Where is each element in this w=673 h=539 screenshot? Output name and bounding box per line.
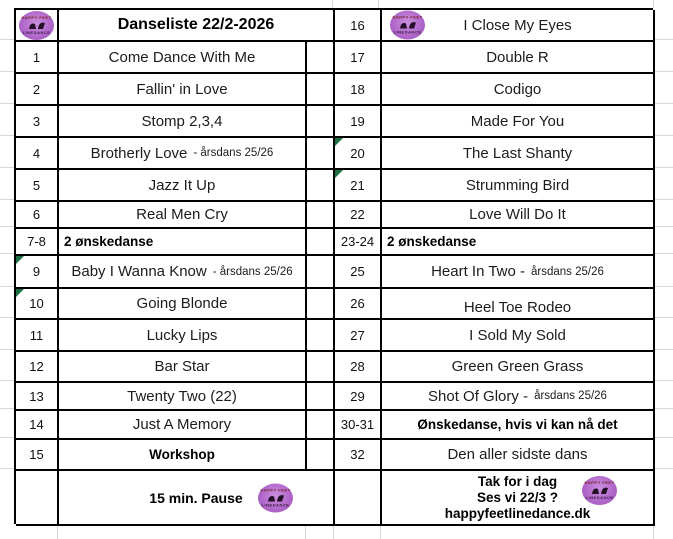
spacer-cell[interactable]	[307, 42, 335, 74]
song-title: Stomp 2,3,4	[141, 112, 223, 130]
song-title-cell[interactable]	[382, 229, 655, 256]
feet-icon	[398, 21, 418, 30]
song-title-cell[interactable]	[59, 74, 307, 106]
spacer-cell[interactable]	[307, 170, 335, 202]
row-number-cell[interactable]: 18	[335, 74, 382, 106]
song-title-cell[interactable]	[59, 42, 307, 74]
row-number-cell[interactable]: 27	[335, 320, 382, 352]
song-title: The Last Shanty	[462, 144, 573, 162]
row-number: 20	[350, 145, 365, 161]
song-suffix: årsdans 25/26	[534, 390, 607, 402]
gridline	[655, 380, 673, 381]
empty-cell[interactable]	[16, 471, 59, 526]
gridline	[655, 103, 673, 104]
row-number-cell[interactable]: 26	[335, 289, 382, 320]
gridline	[378, 0, 379, 8]
song-title: Just A Memory	[132, 416, 232, 433]
gridline	[305, 526, 306, 539]
pause-label: 15 min. Pause	[149, 489, 243, 506]
gridline	[0, 468, 14, 469]
song-title: Baby I Wanna Know	[71, 263, 207, 280]
song-title-cell[interactable]	[382, 170, 655, 202]
row-number: 10	[29, 296, 44, 311]
song-title: Green Green Grass	[451, 358, 584, 375]
row-number-cell[interactable]: 32	[335, 440, 382, 471]
note-marker-icon	[16, 256, 24, 264]
song-title-cell[interactable]	[59, 229, 307, 256]
gridline	[655, 71, 673, 72]
song-title: Twenty Two (22)	[127, 387, 237, 405]
song-title: Going Blonde	[136, 295, 228, 312]
logo-bottom-text: LINEDANCE	[22, 29, 51, 35]
gridline	[655, 253, 673, 254]
workshop-label: Workshop	[149, 447, 215, 462]
spacer-cell[interactable]	[307, 138, 335, 170]
gridline	[0, 380, 14, 381]
happy-feet-logo: HAPPY FEET LINEDANCE	[390, 11, 425, 40]
footer-message	[445, 474, 591, 522]
song-title: I Close My Eyes	[463, 16, 572, 34]
row-number-cell[interactable]: 11	[16, 320, 59, 352]
row-number-cell[interactable]: 22	[335, 202, 382, 229]
row-number-cell[interactable]: 15	[16, 440, 59, 471]
gridline	[0, 39, 14, 40]
song-title: Bar Star	[154, 358, 210, 375]
row-number-cell[interactable]: 2	[16, 74, 59, 106]
row-number-cell[interactable]: 17	[335, 42, 382, 74]
gridline	[0, 317, 14, 318]
gridline	[655, 349, 673, 350]
row-number-cell[interactable]	[16, 256, 59, 289]
footer-line-3: happyfeetlinedance.dk	[444, 505, 591, 521]
row-number-cell[interactable]: 29	[335, 383, 382, 411]
gridline	[655, 39, 673, 40]
spacer-cell[interactable]	[307, 74, 335, 106]
wish-dance-note: Ønskedanse, hvis vi kan nå det	[417, 417, 618, 432]
dance-list-table	[14, 8, 653, 524]
spacer-cell[interactable]	[307, 352, 335, 383]
pause-cell[interactable]	[59, 471, 335, 526]
row-number-cell[interactable]: 23-24	[335, 229, 382, 256]
song-title-cell[interactable]	[382, 202, 655, 229]
row-number-cell[interactable]: 19	[335, 106, 382, 138]
song-title: Codigo	[493, 80, 542, 98]
gridline	[655, 226, 673, 227]
song-title: Made For You	[470, 112, 565, 130]
song-title-cell[interactable]	[382, 352, 655, 383]
note-marker-icon	[16, 289, 24, 297]
gridline	[655, 167, 673, 168]
song-title: Come Dance With Me	[108, 48, 256, 66]
song-title-cell[interactable]	[59, 352, 307, 383]
gridline	[655, 199, 673, 200]
song-title: Fallin' in Love	[136, 80, 228, 98]
gridline	[0, 226, 14, 227]
song-title-cell[interactable]	[59, 106, 307, 138]
gridline	[0, 253, 14, 254]
song-title: Den aller sidste dans	[447, 446, 588, 463]
gridline	[380, 526, 381, 539]
song-title-cell[interactable]	[382, 106, 655, 138]
song-title: Strumming Bird	[465, 176, 570, 194]
feet-icon	[27, 21, 47, 30]
gridline	[332, 0, 333, 8]
spacer-cell[interactable]	[307, 256, 335, 289]
song-title-cell[interactable]	[59, 383, 307, 411]
row-number-cell[interactable]: 4	[16, 138, 59, 170]
song-title-cell[interactable]	[59, 256, 307, 289]
wish-dance-note: 2 ønskedanse	[387, 234, 477, 249]
song-title-cell[interactable]	[59, 202, 307, 229]
row-number-cell[interactable]: 6	[16, 202, 59, 229]
row-number: 21	[350, 177, 365, 193]
happy-feet-logo	[19, 11, 54, 40]
song-title-cell[interactable]	[59, 440, 307, 471]
song-title-cell[interactable]	[382, 383, 655, 411]
song-suffix: - årsdans 25/26	[212, 265, 293, 278]
empty-cell[interactable]	[335, 471, 382, 526]
song-title: Love Will Do It	[469, 206, 566, 223]
song-title: I Sold My Sold	[469, 326, 566, 344]
gridline	[333, 526, 334, 539]
song-title-cell[interactable]	[382, 411, 655, 440]
feet-icon	[590, 486, 610, 495]
song-title-cell[interactable]	[382, 74, 655, 106]
song-title: Jazz It Up	[148, 176, 216, 194]
page-title: Danseliste 22/2-2026	[117, 16, 275, 33]
gridline	[0, 71, 14, 72]
note-marker-icon	[335, 170, 343, 178]
gridline	[0, 167, 14, 168]
song-title-cell[interactable]	[382, 320, 655, 352]
row-number-cell[interactable]: 30-31	[335, 411, 382, 440]
row-number-cell[interactable]	[16, 289, 59, 320]
song-title: Lucky Lips	[146, 326, 218, 344]
gridline	[653, 0, 654, 8]
song-title: Shot Of Glory -	[428, 387, 529, 405]
spacer-cell[interactable]	[307, 289, 335, 320]
row-number-cell[interactable]	[335, 138, 382, 170]
song-title-cell[interactable]	[59, 411, 307, 440]
footer-line-1: Tak for i dag	[477, 473, 558, 489]
row-number-cell[interactable]: 28	[335, 352, 382, 383]
gridline	[655, 135, 673, 136]
gridline	[0, 135, 14, 136]
row-number-cell[interactable]: 14	[16, 411, 59, 440]
row-number-cell[interactable]: 7-8	[16, 229, 59, 256]
footer-cell[interactable]	[382, 471, 655, 526]
song-title-cell[interactable]	[382, 256, 655, 289]
song-title-cell[interactable]	[382, 10, 655, 42]
song-title-cell[interactable]	[382, 440, 655, 471]
happy-feet-logo: HAPPY FEET LINEDANCE	[258, 483, 293, 512]
note-marker-icon	[335, 138, 343, 146]
song-title-cell[interactable]	[59, 320, 307, 352]
song-title: Real Men Cry	[136, 206, 228, 223]
gridline	[653, 526, 654, 539]
song-title: Heart In Two -	[431, 263, 526, 280]
gridline	[0, 103, 14, 104]
song-title-cell[interactable]	[382, 289, 655, 320]
gridline	[655, 317, 673, 318]
gridline	[0, 286, 14, 287]
happy-feet-logo: HAPPY FEET LINEDANCE	[582, 476, 617, 505]
logo-cell[interactable]	[16, 10, 59, 42]
song-title: Heel Toe Rodeo	[463, 299, 572, 316]
spacer-cell[interactable]	[307, 106, 335, 138]
song-title: Double R	[486, 48, 549, 66]
row-number-cell[interactable]: 13	[16, 383, 59, 411]
song-title-cell[interactable]	[59, 138, 307, 170]
spacer-cell[interactable]	[307, 383, 335, 411]
gridline	[655, 408, 673, 409]
row-number: 9	[32, 264, 41, 279]
row-number-cell[interactable]: 5	[16, 170, 59, 202]
row-number-cell[interactable]: 3	[16, 106, 59, 138]
row-number-cell[interactable]: 1	[16, 42, 59, 74]
gridline	[655, 437, 673, 438]
row-number-cell[interactable]: 25	[335, 256, 382, 289]
song-suffix: - årsdans 25/26	[193, 147, 274, 159]
logo-top-text: HAPPY FEET	[21, 14, 52, 20]
song-suffix: årsdans 25/26	[531, 265, 604, 278]
song-title: Brotherly Love	[90, 144, 188, 162]
title-cell[interactable]	[59, 10, 335, 42]
spacer-cell[interactable]	[307, 440, 335, 471]
gridline	[57, 526, 58, 539]
feet-icon	[266, 493, 286, 502]
row-number-cell[interactable]: 12	[16, 352, 59, 383]
row-number-cell[interactable]	[335, 170, 382, 202]
row-number-cell[interactable]: 16	[335, 10, 382, 42]
song-title-cell[interactable]	[382, 138, 655, 170]
song-title-cell[interactable]	[59, 170, 307, 202]
spacer-cell[interactable]	[307, 229, 335, 256]
song-title-cell[interactable]	[59, 289, 307, 320]
footer-line-2: Ses vi 22/3 ?	[476, 489, 559, 505]
gridline	[0, 437, 14, 438]
spacer-cell[interactable]	[307, 411, 335, 440]
spacer-cell[interactable]	[307, 202, 335, 229]
gridline	[0, 408, 14, 409]
gridline	[0, 199, 14, 200]
song-title-cell[interactable]	[382, 42, 655, 74]
spacer-cell[interactable]	[307, 320, 335, 352]
wish-dance-note: 2 ønskedanse	[64, 234, 154, 249]
gridline	[0, 349, 14, 350]
gridline	[655, 286, 673, 287]
gridline	[655, 468, 673, 469]
